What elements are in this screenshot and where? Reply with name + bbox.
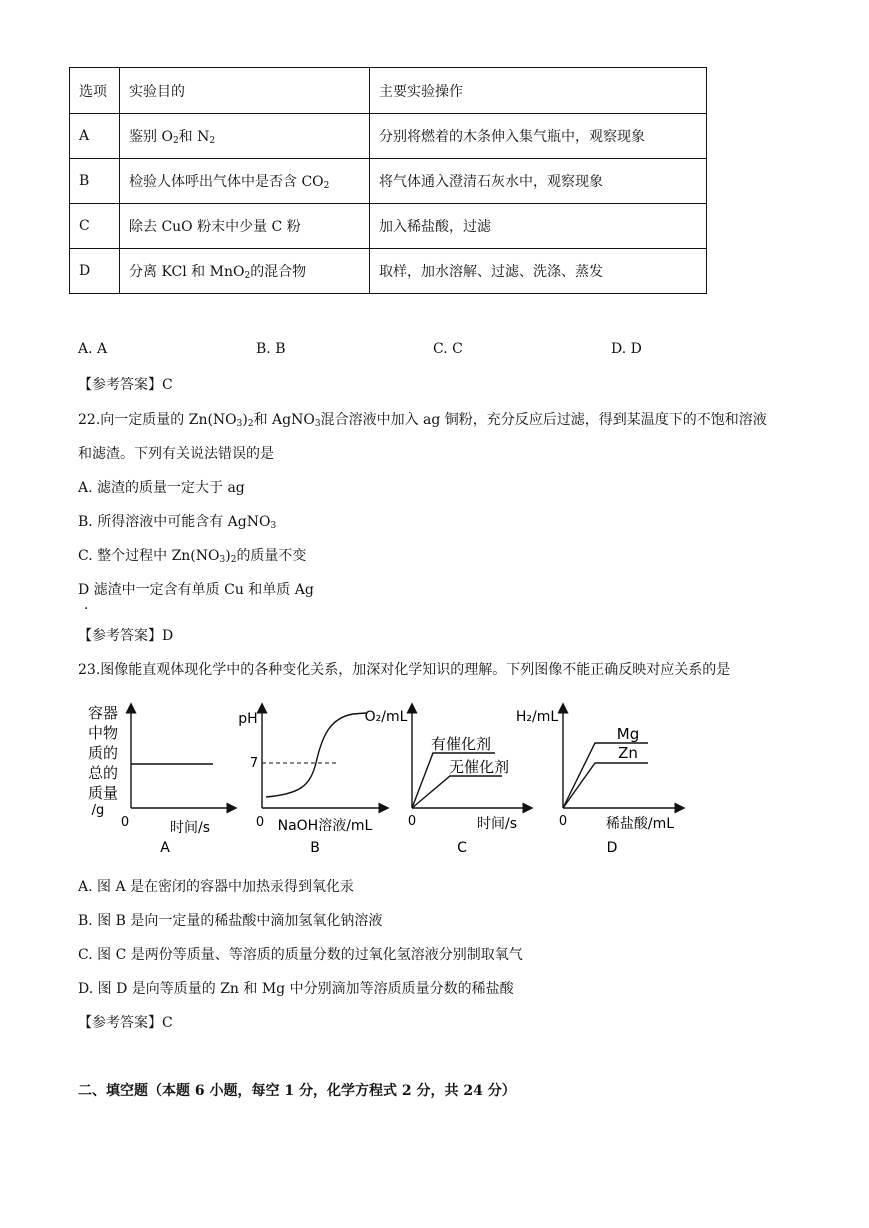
graph-a-ylabel-2: 中物: [87, 724, 119, 742]
graph-b-caption: B: [310, 840, 320, 856]
graph-d-caption: D: [606, 840, 618, 856]
graph-a-ylabel-4: 总的: [87, 764, 119, 782]
table-header-row: [70, 68, 707, 114]
q22-answer: 【参考答案】D: [78, 628, 174, 644]
choice-d: D. D: [611, 341, 642, 357]
graph-d-label-zn: Zn: [618, 744, 638, 762]
graph-b-tick-7: 7: [249, 756, 259, 771]
graph-d-curve-zn: [563, 763, 648, 808]
q22-stem-line2: 和滤渣。下列有关说法错误的是: [78, 446, 274, 462]
graph-b-origin: 0: [255, 815, 265, 830]
table-row: [70, 204, 707, 249]
graph-c: [365, 708, 528, 856]
q22-option-a: A. 滤渣的质量一定大于 ag: [78, 480, 245, 496]
graph-d-ylabel: H₂/mL: [515, 709, 559, 725]
graph-c-xlabel: 时间/s: [476, 816, 518, 832]
graph-a-ylabel-5: 质量: [87, 784, 119, 802]
graph-c-label-no-catalyst: 无催化剂: [448, 758, 510, 776]
q22-option-c: C. 整个过程中 $Zn(NO_3)_2$的质量不变: [78, 548, 307, 565]
graph-d-origin: 0: [558, 814, 568, 829]
graph-c-caption: C: [457, 840, 467, 856]
graph-c-ylabel: O₂/mL: [364, 709, 408, 725]
choice-b: B. B: [256, 341, 286, 357]
q23-option-c: C. 图 C 是两份等质量、等溶质的质量分数的过氧化氢溶液分别制取氧气: [78, 947, 523, 963]
header-operation: 主要实验操作: [370, 68, 707, 114]
row-operation: 取样，加水溶解、过滤、洗涤、蒸发: [370, 249, 707, 294]
q22-stem-line1: 22.向一定质量的 $Zn(NO_3)_2$和 AgNO$_3$混合溶液中加入 ag 铜粉，充分反应后过滤，得到某温度下的不饱和溶液: [78, 412, 767, 429]
choice-a: A. A: [78, 341, 108, 357]
header-option: 选项: [70, 68, 120, 114]
row-option: D: [70, 249, 120, 294]
q23-graphs: [0, 690, 869, 860]
header-purpose: 实验目的: [120, 68, 370, 114]
q23-stem: 23.图像能直观体现化学中的各种变化关系，加深对化学知识的理解。下列图像不能正确反映对应关系的是: [78, 662, 731, 678]
q22-option-d: D 滤渣中一定含有单质 Cu 和单质 Ag: [78, 582, 314, 598]
graph-a-origin: 0: [120, 815, 130, 830]
row-operation: 加入稀盐酸，过滤: [370, 204, 707, 249]
row-option: C: [70, 204, 120, 249]
row-operation: 分别将燃着的木条伸入集气瓶中，观察现象: [370, 114, 707, 159]
graph-a-caption: A: [160, 840, 170, 856]
options-table: [69, 67, 707, 294]
graph-d: [516, 708, 680, 856]
graph-a: [88, 704, 232, 856]
graph-a-ylabel-1: 容器: [87, 704, 119, 722]
table-row: [70, 114, 707, 159]
graph-a-ylabel-6: /g: [91, 803, 105, 818]
choice-c: C. C: [433, 341, 463, 357]
graph-d-xlabel: 稀盐酸/mL: [605, 816, 675, 832]
graph-b-xlabel: NaOH溶液/mL: [277, 818, 373, 834]
row-purpose: 鉴别 $O_2$和 $N_2$: [120, 114, 370, 159]
section-2-heading: 二、填空题（本题 6 小题，每空 1 分，化学方程式 2 分，共 24 分）: [78, 1083, 516, 1099]
q22-option-b: B. 所得溶液中可能含有 AgNO$_3$: [78, 514, 277, 531]
graph-c-label-catalyst: 有催化剂: [430, 735, 492, 753]
q21-answer: 【参考答案】C: [78, 377, 173, 393]
q23-answer: 【参考答案】C: [78, 1015, 173, 1031]
row-purpose: 检验人体呼出气体中是否含 $CO_2$: [120, 159, 370, 204]
row-operation: 将气体通入澄清石灰水中，观察现象: [370, 159, 707, 204]
graph-d-label-mg: Mg: [616, 725, 640, 743]
q23-option-b: B. 图 B 是向一定量的稀盐酸中滴加氢氧化钠溶液: [78, 913, 383, 929]
row-option: A: [70, 114, 120, 159]
table-row: [70, 249, 707, 294]
graph-b-ylabel: pH: [238, 711, 258, 727]
q23-option-d: D. 图 D 是向等质量的 Zn 和 Mg 中分别滴加等溶质质量分数的稀盐酸: [78, 981, 514, 997]
graph-a-ylabel-3: 质的: [87, 744, 119, 762]
row-option: B: [70, 159, 120, 204]
graph-c-curve-no-catalyst: [412, 776, 502, 808]
table-row: [70, 159, 707, 204]
q23-option-a: A. 图 A 是在密闭的容器中加热汞得到氧化汞: [78, 879, 355, 895]
row-purpose: 除去 CuO 粉末中少量 C 粉: [120, 204, 370, 249]
graph-a-xlabel: 时间/s: [169, 820, 211, 836]
graph-b-curve: [266, 713, 366, 797]
q22-option-d-dot: ．: [84, 597, 98, 613]
graph-c-origin: 0: [407, 814, 417, 829]
graph-b: [238, 708, 384, 856]
row-purpose: 分离 KCl 和 MnO$_2$的混合物: [120, 249, 370, 294]
